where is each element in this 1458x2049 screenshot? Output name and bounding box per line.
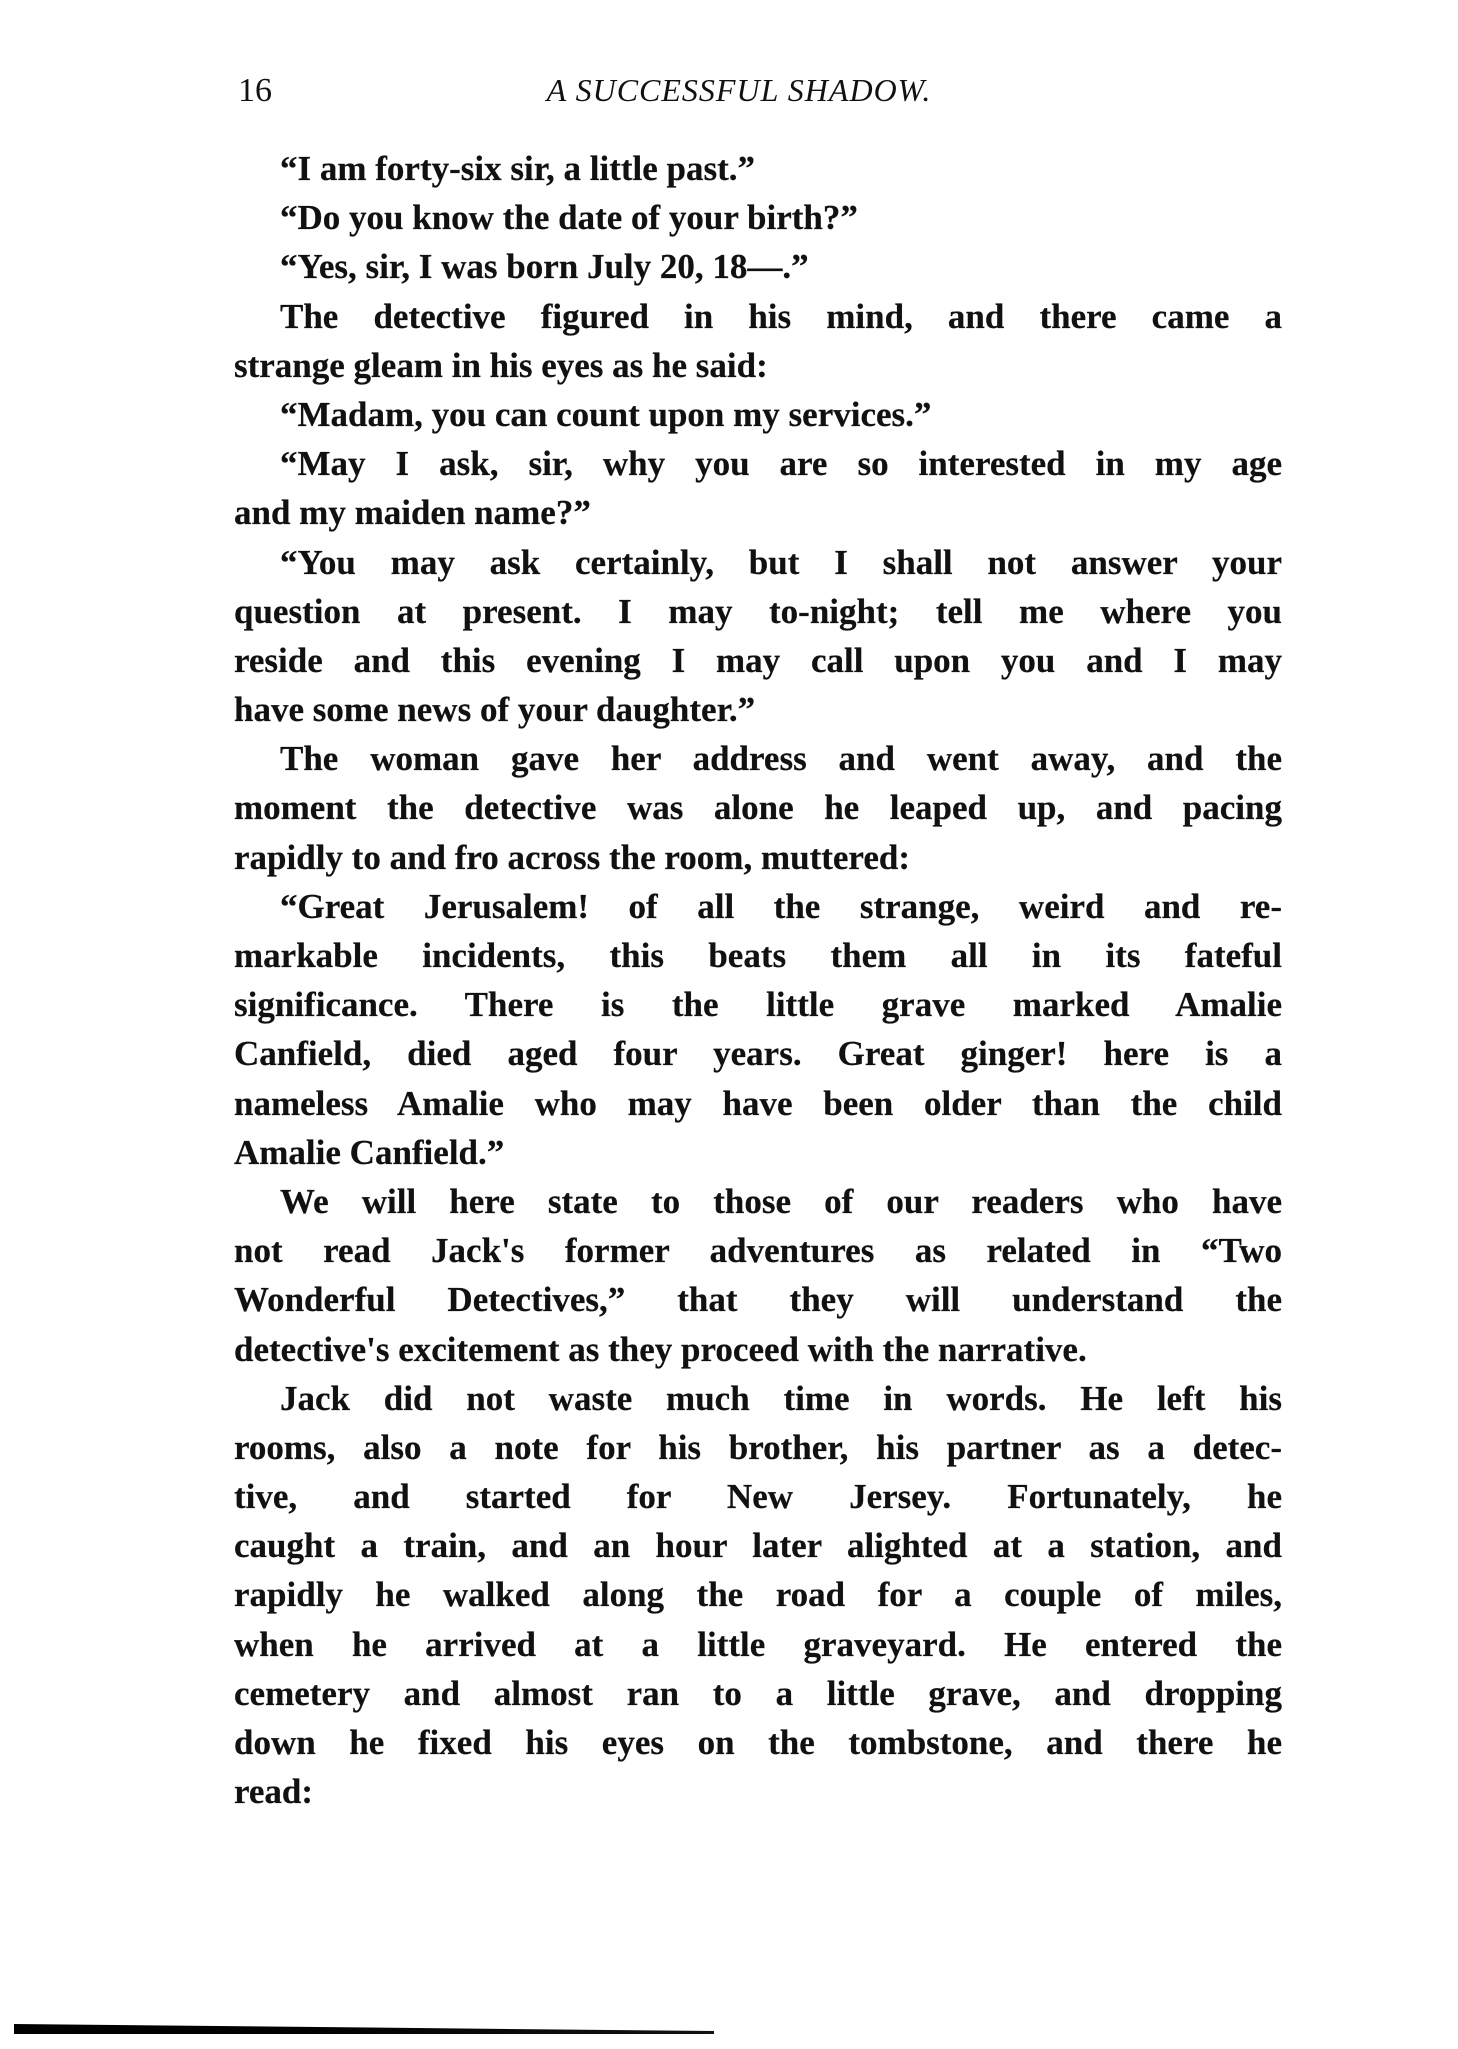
text-line: read: bbox=[234, 1772, 314, 1812]
text-line: markable incidents, this beats them all in its fateful bbox=[234, 936, 1282, 975]
text-line: rapidly he walked along the road for a couple of miles, bbox=[234, 1575, 1282, 1615]
text-line: detective's excitement as they proceed with the narrative. bbox=[234, 1329, 1087, 1369]
text-line: reside and this evening I may call upon you and I may bbox=[234, 640, 1282, 680]
paragraph bbox=[234, 144, 1282, 193]
text-line: not read Jack's former adventures as related in “Two bbox=[234, 1231, 1282, 1271]
text-line: We will here state to those of our readers who have bbox=[280, 1181, 1282, 1221]
text-line: “Yes, sir, I was born July 20, 18—.” bbox=[280, 247, 809, 287]
paragraph bbox=[234, 439, 1282, 537]
text-line: The detective figured in his mind, and there came a bbox=[280, 296, 1282, 336]
page-number: 16 bbox=[238, 72, 272, 109]
text-line: “Madam, you can count upon my services.” bbox=[280, 394, 932, 434]
running-title: A SUCCESSFUL SHADOW. bbox=[546, 72, 932, 108]
paragraph bbox=[234, 242, 1282, 291]
text-line: Wonderful Detectives,” that they will understand the bbox=[234, 1280, 1282, 1320]
text-line: Canfield, died aged four years. Great ginger! here is a bbox=[234, 1034, 1282, 1074]
text-line: down he fixed his eyes on the tombstone, and there he bbox=[234, 1723, 1282, 1762]
text-line: question at present. I may to-night; tell me where you bbox=[234, 591, 1282, 631]
text-line: tive, and started for New Jersey. Fortunately, he bbox=[234, 1477, 1282, 1517]
paragraph bbox=[234, 292, 1282, 390]
paragraph bbox=[234, 538, 1282, 735]
text-line: Jack did not waste much time in words. He left his bbox=[280, 1378, 1282, 1418]
text-line: nameless Amalie who may have been older than the child bbox=[234, 1083, 1282, 1123]
paragraph bbox=[234, 1177, 1282, 1374]
paragraph bbox=[234, 734, 1282, 882]
text-line: The woman gave her address and went away, and the bbox=[280, 739, 1282, 779]
paragraph bbox=[234, 882, 1282, 1177]
text-line: have some news of your daughter.” bbox=[234, 690, 756, 730]
text-line: “May I ask, sir, why you are so interested in my age bbox=[280, 444, 1282, 484]
page-header bbox=[234, 72, 1284, 122]
text-line: rapidly to and fro across the room, muttered: bbox=[234, 837, 910, 877]
text-line: significance. There is the little grave marked Amalie bbox=[234, 985, 1282, 1025]
paragraph bbox=[234, 193, 1282, 242]
text-line: moment the detective was alone he leaped up, and pacing bbox=[234, 788, 1282, 828]
text-line: rooms, also a note for his brother, his partner as a detec- bbox=[234, 1427, 1282, 1467]
scan-edge-bar bbox=[14, 2024, 714, 2034]
text-line: strange gleam in his eyes as he said: bbox=[234, 345, 768, 385]
text-line: caught a train, and an hour later alighted at a station, and bbox=[234, 1526, 1282, 1566]
body-text bbox=[234, 144, 1282, 1816]
text-line: Amalie Canfield.” bbox=[234, 1132, 505, 1172]
text-line: “Do you know the date of your birth?” bbox=[280, 198, 858, 238]
paragraph bbox=[234, 390, 1282, 439]
paragraph bbox=[234, 1374, 1282, 1817]
text-line: cemetery and almost ran to a little grave, and dropping bbox=[234, 1673, 1282, 1713]
text-line: and my maiden name?” bbox=[234, 493, 591, 533]
text-line: “I am forty-six sir, a little past.” bbox=[280, 149, 756, 188]
text-line: “Great Jerusalem! of all the strange, weird and re- bbox=[280, 886, 1282, 926]
text-line: when he arrived at a little graveyard. He entered the bbox=[234, 1624, 1282, 1664]
text-line: “You may ask certainly, but I shall not answer your bbox=[280, 542, 1282, 582]
